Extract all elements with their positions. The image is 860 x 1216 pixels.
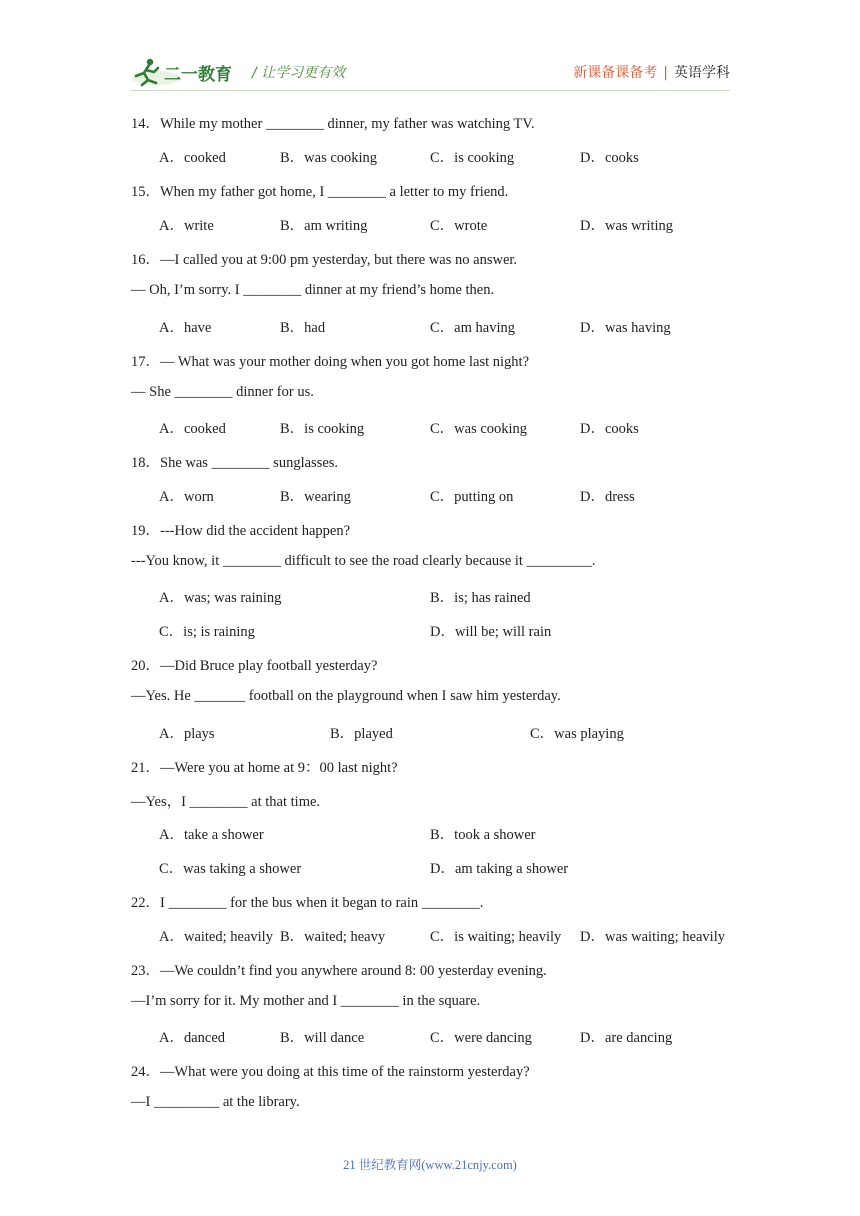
header-divider — [130, 90, 730, 91]
option: B．played — [330, 726, 393, 742]
option: B．was cooking — [280, 150, 378, 166]
option: B．is cooking — [280, 421, 365, 437]
question-stem: 14．While my mother ________ dinner, my father was watching TV. — [131, 116, 535, 132]
question-stem: 15．When my father got home, I ________ a letter to my friend. — [131, 184, 509, 200]
question-stem: ---You know, it ________ difficult to see the road clearly because it _________. — [131, 553, 596, 569]
option: A．danced — [159, 1030, 226, 1046]
option: A．take a shower — [159, 827, 264, 843]
question-stem: 22．I ________ for the bus when it began to rain ________. — [131, 895, 484, 911]
header-right — [573, 62, 730, 82]
option: A．cooked — [159, 150, 226, 166]
option: C．putting on — [430, 489, 514, 505]
page-header — [130, 52, 730, 92]
option: C．is cooking — [430, 150, 515, 166]
option: B．wearing — [280, 489, 351, 505]
option: C．were dancing — [430, 1030, 532, 1046]
option: A．have — [159, 320, 212, 336]
option: D．cooks — [580, 150, 639, 166]
option: D．was writing — [580, 218, 674, 234]
header-separator: | — [663, 65, 668, 81]
option: A．plays — [159, 726, 215, 742]
runner-logo-icon — [130, 56, 242, 88]
option: B．is; has rained — [430, 590, 531, 606]
question-stem: 21．—Were you at home at 9：00 last night? — [131, 760, 398, 776]
option: C．was playing — [530, 726, 624, 742]
option: B．will dance — [280, 1030, 365, 1046]
slogan: / 让学习更有效 — [252, 65, 346, 81]
question-stem: — Oh, I’m sorry. I ________ dinner at my friend’s home then. — [131, 282, 495, 298]
option: A．write — [159, 218, 214, 234]
question-stem: — She ________ dinner for us. — [131, 384, 314, 400]
option: A．waited; heavily — [159, 929, 273, 945]
exam-label: 新课备课备考 — [573, 65, 658, 81]
option: A．was; was raining — [159, 590, 282, 606]
option: B．am writing — [280, 218, 368, 234]
option: D．was waiting; heavily — [580, 929, 725, 945]
option: B．had — [280, 320, 326, 336]
option: D．cooks — [580, 421, 639, 437]
logo-text: 二一教育 — [164, 65, 232, 85]
option: C．am having — [430, 320, 515, 336]
option: C．was taking a shower — [159, 861, 302, 877]
question-stem: 23．—We couldn’t find you anywhere around 8: 00 yesterday evening. — [131, 963, 547, 979]
question-stem: 20．—Did Bruce play football yesterday? — [131, 658, 378, 674]
footer: 21 世纪教育网(www.21cnjy.com) — [343, 1158, 517, 1172]
option: D．was having — [580, 320, 671, 336]
question-stem: 19．---How did the accident happen? — [131, 523, 351, 539]
option: A．cooked — [159, 421, 226, 437]
question-stem: 24．—What were you doing at this time of the rainstorm yesterday? — [131, 1064, 530, 1080]
option: D．am taking a shower — [430, 861, 569, 877]
option: A．worn — [159, 489, 214, 505]
option: C．is waiting; heavily — [430, 929, 562, 945]
question-stem: 17．— What was your mother doing when you got home last night? — [131, 354, 530, 370]
question-stem: 18．She was ________ sunglasses. — [131, 455, 339, 471]
option: D．are dancing — [580, 1030, 673, 1046]
question-stem: —Yes，I ________ at that time. — [131, 794, 321, 810]
option: B．took a shower — [430, 827, 536, 843]
logo — [130, 56, 242, 88]
question-stem: —Yes. He _______ football on the playground when I saw him yesterday. — [131, 688, 561, 704]
question-stem: —I’m sorry for it. My mother and I ________ in the square. — [131, 993, 481, 1009]
question-stem: —I _________ at the library. — [131, 1094, 300, 1110]
option: D．dress — [580, 489, 635, 505]
subject-label: 英语学科 — [674, 65, 730, 81]
option: C．was cooking — [430, 421, 528, 437]
question-stem: 16．—I called you at 9:00 pm yesterday, but there was no answer. — [131, 252, 518, 268]
option: C．is; is raining — [159, 624, 255, 640]
option: C．wrote — [430, 218, 488, 234]
option: B．waited; heavy — [280, 929, 386, 945]
option: D．will be; will rain — [430, 624, 552, 640]
